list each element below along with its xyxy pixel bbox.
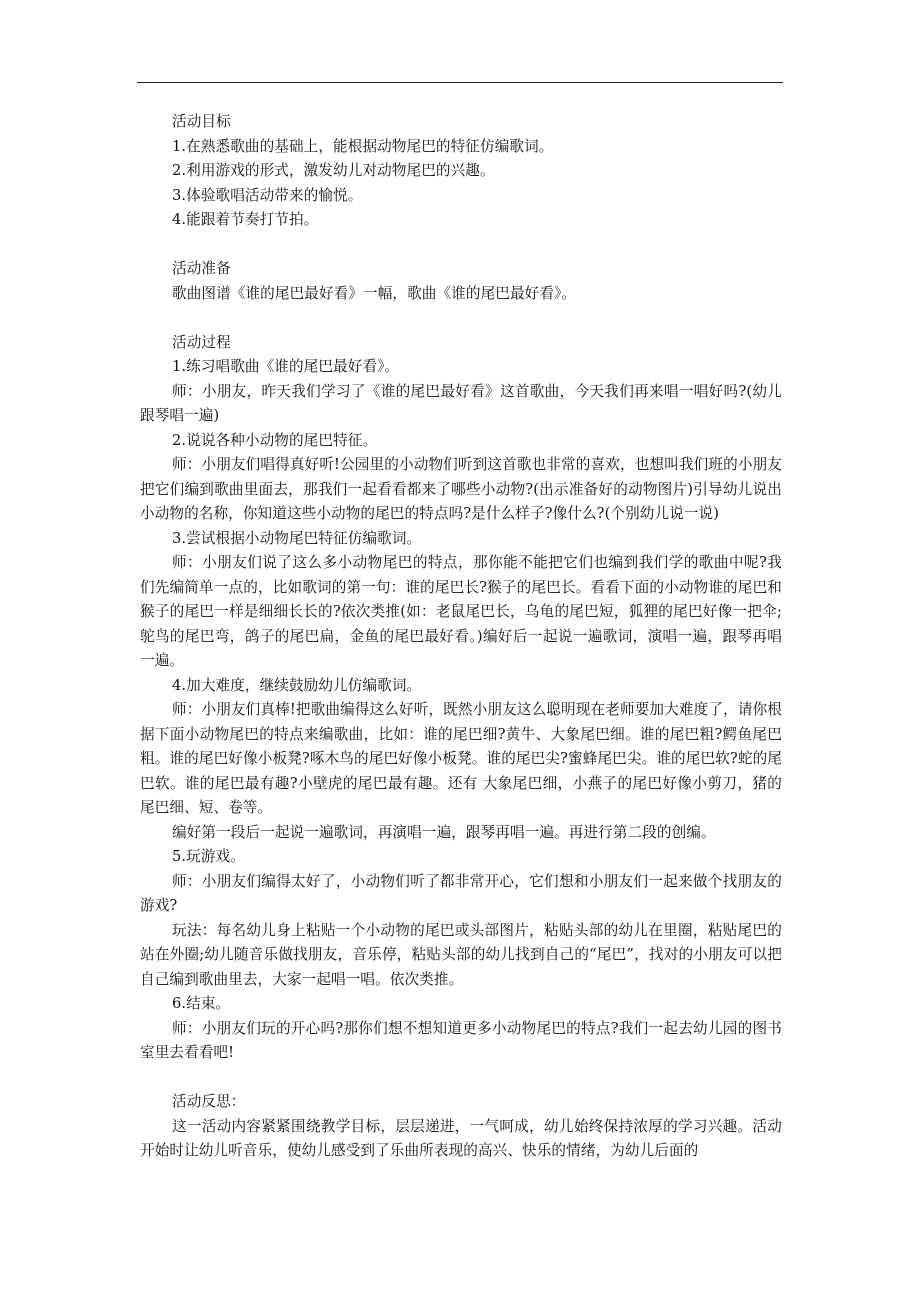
process-paragraph: 师：小朋友，昨天我们学习了《谁的尾巴最好看》这首歌曲，今天我们再来唱一唱好吗?(幼儿跟琴唱一遍): [140, 382, 782, 424]
goal-item: 2.利用游戏的形式，激发幼儿对动物尾巴的兴趣。: [172, 162, 495, 179]
process-paragraph: 师：小朋友们真棒!把歌曲编得这么好听，既然小朋友这么聪明现在老师要加大难度了，请你根据下面小动物尾巴的特点来编歌曲，比如：谁的尾巴细?黄牛、大象尾巴细。谁的尾巴粗?鳄鱼尾巴粗。谁的尾巴好像小板凳?啄木鸟的尾巴好像小板凳。谁的尾巴尖?蜜蜂尾巴尖。谁的尾巴软?蛇的尾巴软。谁的尾巴最有趣?小壁虎的尾巴最有趣。还有 大象尾巴细，小燕子的尾巴好像小剪刀，猪的尾巴细、短、卷等。: [140, 701, 782, 816]
goal-item: 1.在熟悉歌曲的基础上，能根据动物尾巴的特征仿编歌词。: [172, 137, 554, 155]
process-step-title: 6.结束。: [172, 995, 231, 1012]
process-paragraph: 师：小朋友们玩的开心吗?那你们想不想知道更多小动物尾巴的特点?我们一起去幼儿园的图书室里去看看吧!: [140, 1019, 782, 1061]
process-step-title: 5.玩游戏。: [172, 848, 245, 865]
document-body: [140, 110, 782, 1164]
section-heading-reflection: 活动反思：: [172, 1093, 246, 1110]
process-step-title: 3.尝试根据小动物尾巴特征仿编歌词。: [172, 529, 422, 547]
header-rule: [137, 82, 783, 83]
spacer: [140, 233, 782, 258]
process-paragraph: 师：小朋友们编得太好了，小动物们听了都非常开心，它们想和小朋友们一起来做个找朋友的游戏?: [140, 872, 782, 914]
process-step-title: 2.说说各种小动物的尾巴特征。: [172, 431, 378, 449]
goal-item: 4.能跟着节奏打节拍。: [172, 211, 319, 228]
reflection-text: 这一活动内容紧紧围绕教学目标，层层递进，一气呵成，幼儿始终保持浓厚的学习兴趣。活动开始时让幼儿听音乐，使幼儿感受到了乐曲所表现的高兴、快乐的情绪，为幼儿后面的: [140, 1117, 782, 1159]
process-paragraph: 玩法：每名幼儿身上粘贴一个小动物的尾巴或头部图片，粘贴头部的幼儿在里圈，粘贴尾巴的站在外圈;幼儿随音乐做找朋友，音乐停，粘贴头部的幼儿找到自己的“尾巴”，找对的小朋友可以把自己编到歌曲里去，大家一起唱一唱。依次类推。: [140, 921, 782, 988]
spacer: [140, 306, 782, 331]
spacer: [140, 1066, 782, 1091]
section-heading-preparation: 活动准备: [172, 260, 231, 277]
process-paragraph: 师：小朋友们唱得真好听!公园里的小动物们听到这首歌也非常的喜欢，也想叫我们班的小朋友把它们编到歌曲里面去，那我们一起看看都来了哪些小动物?(出示准备好的动物图片)引导幼儿说出小动物的名称，你知道这些小动物的尾巴的特点吗?是什么样子?像什么?(个别幼儿说一说): [140, 456, 782, 522]
section-heading-process: 活动过程: [172, 333, 231, 351]
process-step-title: 4.加大难度，继续鼓励幼儿仿编歌词。: [172, 676, 422, 694]
process-paragraph: 编好第一段后一起说一遍歌词，再演唱一遍，跟琴再唱一遍。再进行第二段的创编。: [172, 823, 716, 841]
process-paragraph: 师：小朋友们说了这么多小动物尾巴的特点，那你能不能把它们也编到我们学的歌曲中呢?我们先编简单一点的，比如歌词的第一句：谁的尾巴长?猴子的尾巴长。看看下面的小动物谁的尾巴和猴子的尾巴一样是细细长长的?依次类推(如：老鼠尾巴长，乌龟的尾巴短，狐狸的尾巴好像一把伞;鸵鸟的尾巴弯，鸽子的尾巴扁，金鱼的尾巴最好看。)编好后一起说一遍歌词，演唱一遍，跟琴再唱一遍。: [140, 554, 782, 669]
process-step-title: 1.练习唱歌曲《谁的尾巴最好看》。: [172, 358, 400, 375]
preparation-text: 歌曲图谱《谁的尾巴最好看》一幅，歌曲《谁的尾巴最好看》。: [172, 284, 577, 302]
section-heading-goals: 活动目标: [172, 113, 231, 130]
goal-item: 3.体验歌唱活动带来的愉悦。: [172, 186, 363, 204]
